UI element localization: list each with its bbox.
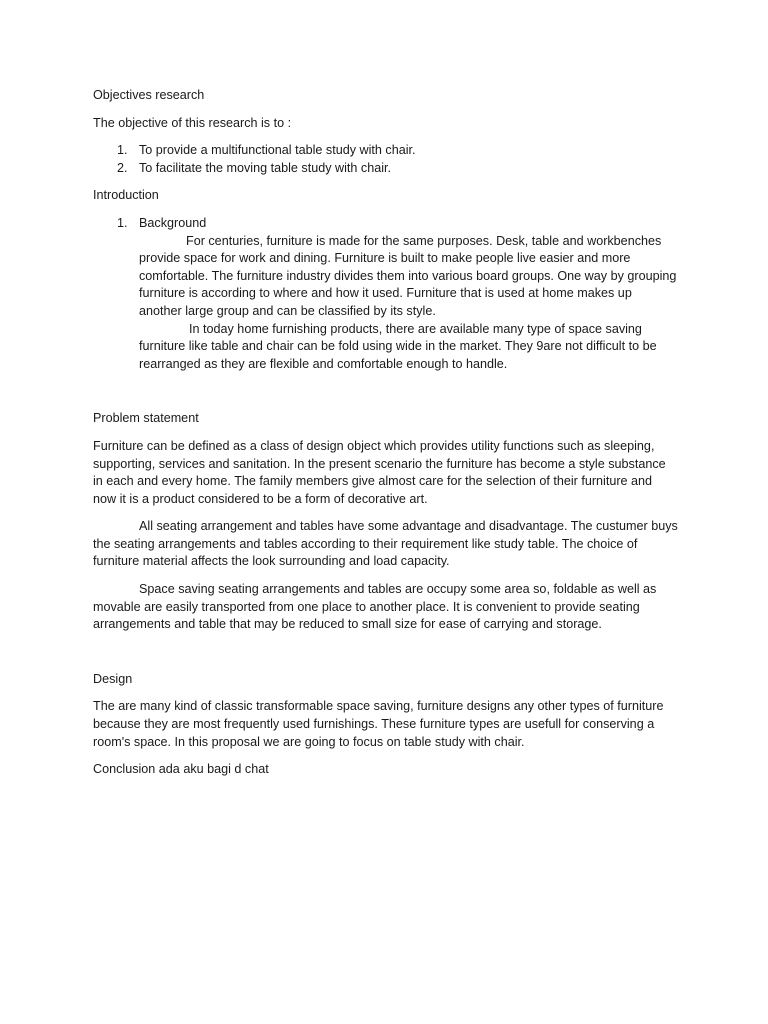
design-paragraph: The are many kind of classic transformable space saving, furniture designs any other types of furniture because they are most frequently used furnishings. These furniture types are usefull for conserving a room's space. In this proposal we are going to focus on table study with chair. — [93, 699, 664, 749]
design-heading: Design — [93, 671, 133, 686]
background-paragraph-1: For centuries, furniture is made for the same purposes. Desk, table and workbenches provide space for work and dining. Furniture is built to make people live easier and more comfortable. The furniture industry divides them into various board groups. One way by grouping furniture is according to where and how it used. Furniture that is used at home makes up another large group and can be classified by its style. — [139, 233, 677, 318]
objectives-heading: Objectives research — [93, 88, 205, 102]
problem-paragraph-1: Furniture can be defined as a class of design object which provides utility functions such as sleeping, supporting, services and sanitation. In the present scenario the furniture has become a style substance in each and every home. The family members give almost care for the selection of their furniture and now it is a product considered to be a form of decorative art. — [93, 438, 666, 506]
list-item — [93, 142, 678, 160]
problem-paragraph-3: Space saving seating arrangements and tables are occupy some area so, foldable as well as movable are easily transported from one place to another place. It is convenient to provide seating arrangements and table that may be reduced to small size for ease of carrying and storage. — [93, 582, 657, 632]
list-item — [93, 160, 678, 178]
conclusion-line: Conclusion ada aku bagi d chat — [93, 762, 269, 777]
introduction-heading: Introduction — [93, 188, 159, 203]
background-paragraph-2: In today home furnishing products, there are available many type of space saving furniture like table and chair can be fold using wide in the market. They 9are not difficult to be rearranged as they are flexible and comfortable enough to handle. — [139, 321, 657, 371]
document-page — [93, 87, 678, 779]
list-item-text: To facilitate the moving table study with chair. — [139, 160, 392, 175]
objectives-intro: The objective of this research is to : — [93, 115, 292, 130]
list-item — [93, 215, 678, 373]
problem-paragraph-2: All seating arrangement and tables have some advantage and disadvantage. The custumer buys the seating arrangements and tables according to their requirement like study table. The choice of furniture material affects the look surrounding and load capacity. — [93, 519, 678, 569]
problem-heading: Problem statement — [93, 411, 199, 426]
list-number: 2. — [117, 160, 128, 175]
introduction-list — [93, 215, 678, 373]
list-number: 1. — [117, 143, 128, 158]
list-item-text: To provide a multifunctional table study with chair. — [139, 143, 416, 158]
list-number: 1. — [117, 215, 128, 230]
background-title: Background — [139, 215, 207, 230]
objectives-list — [93, 142, 678, 177]
